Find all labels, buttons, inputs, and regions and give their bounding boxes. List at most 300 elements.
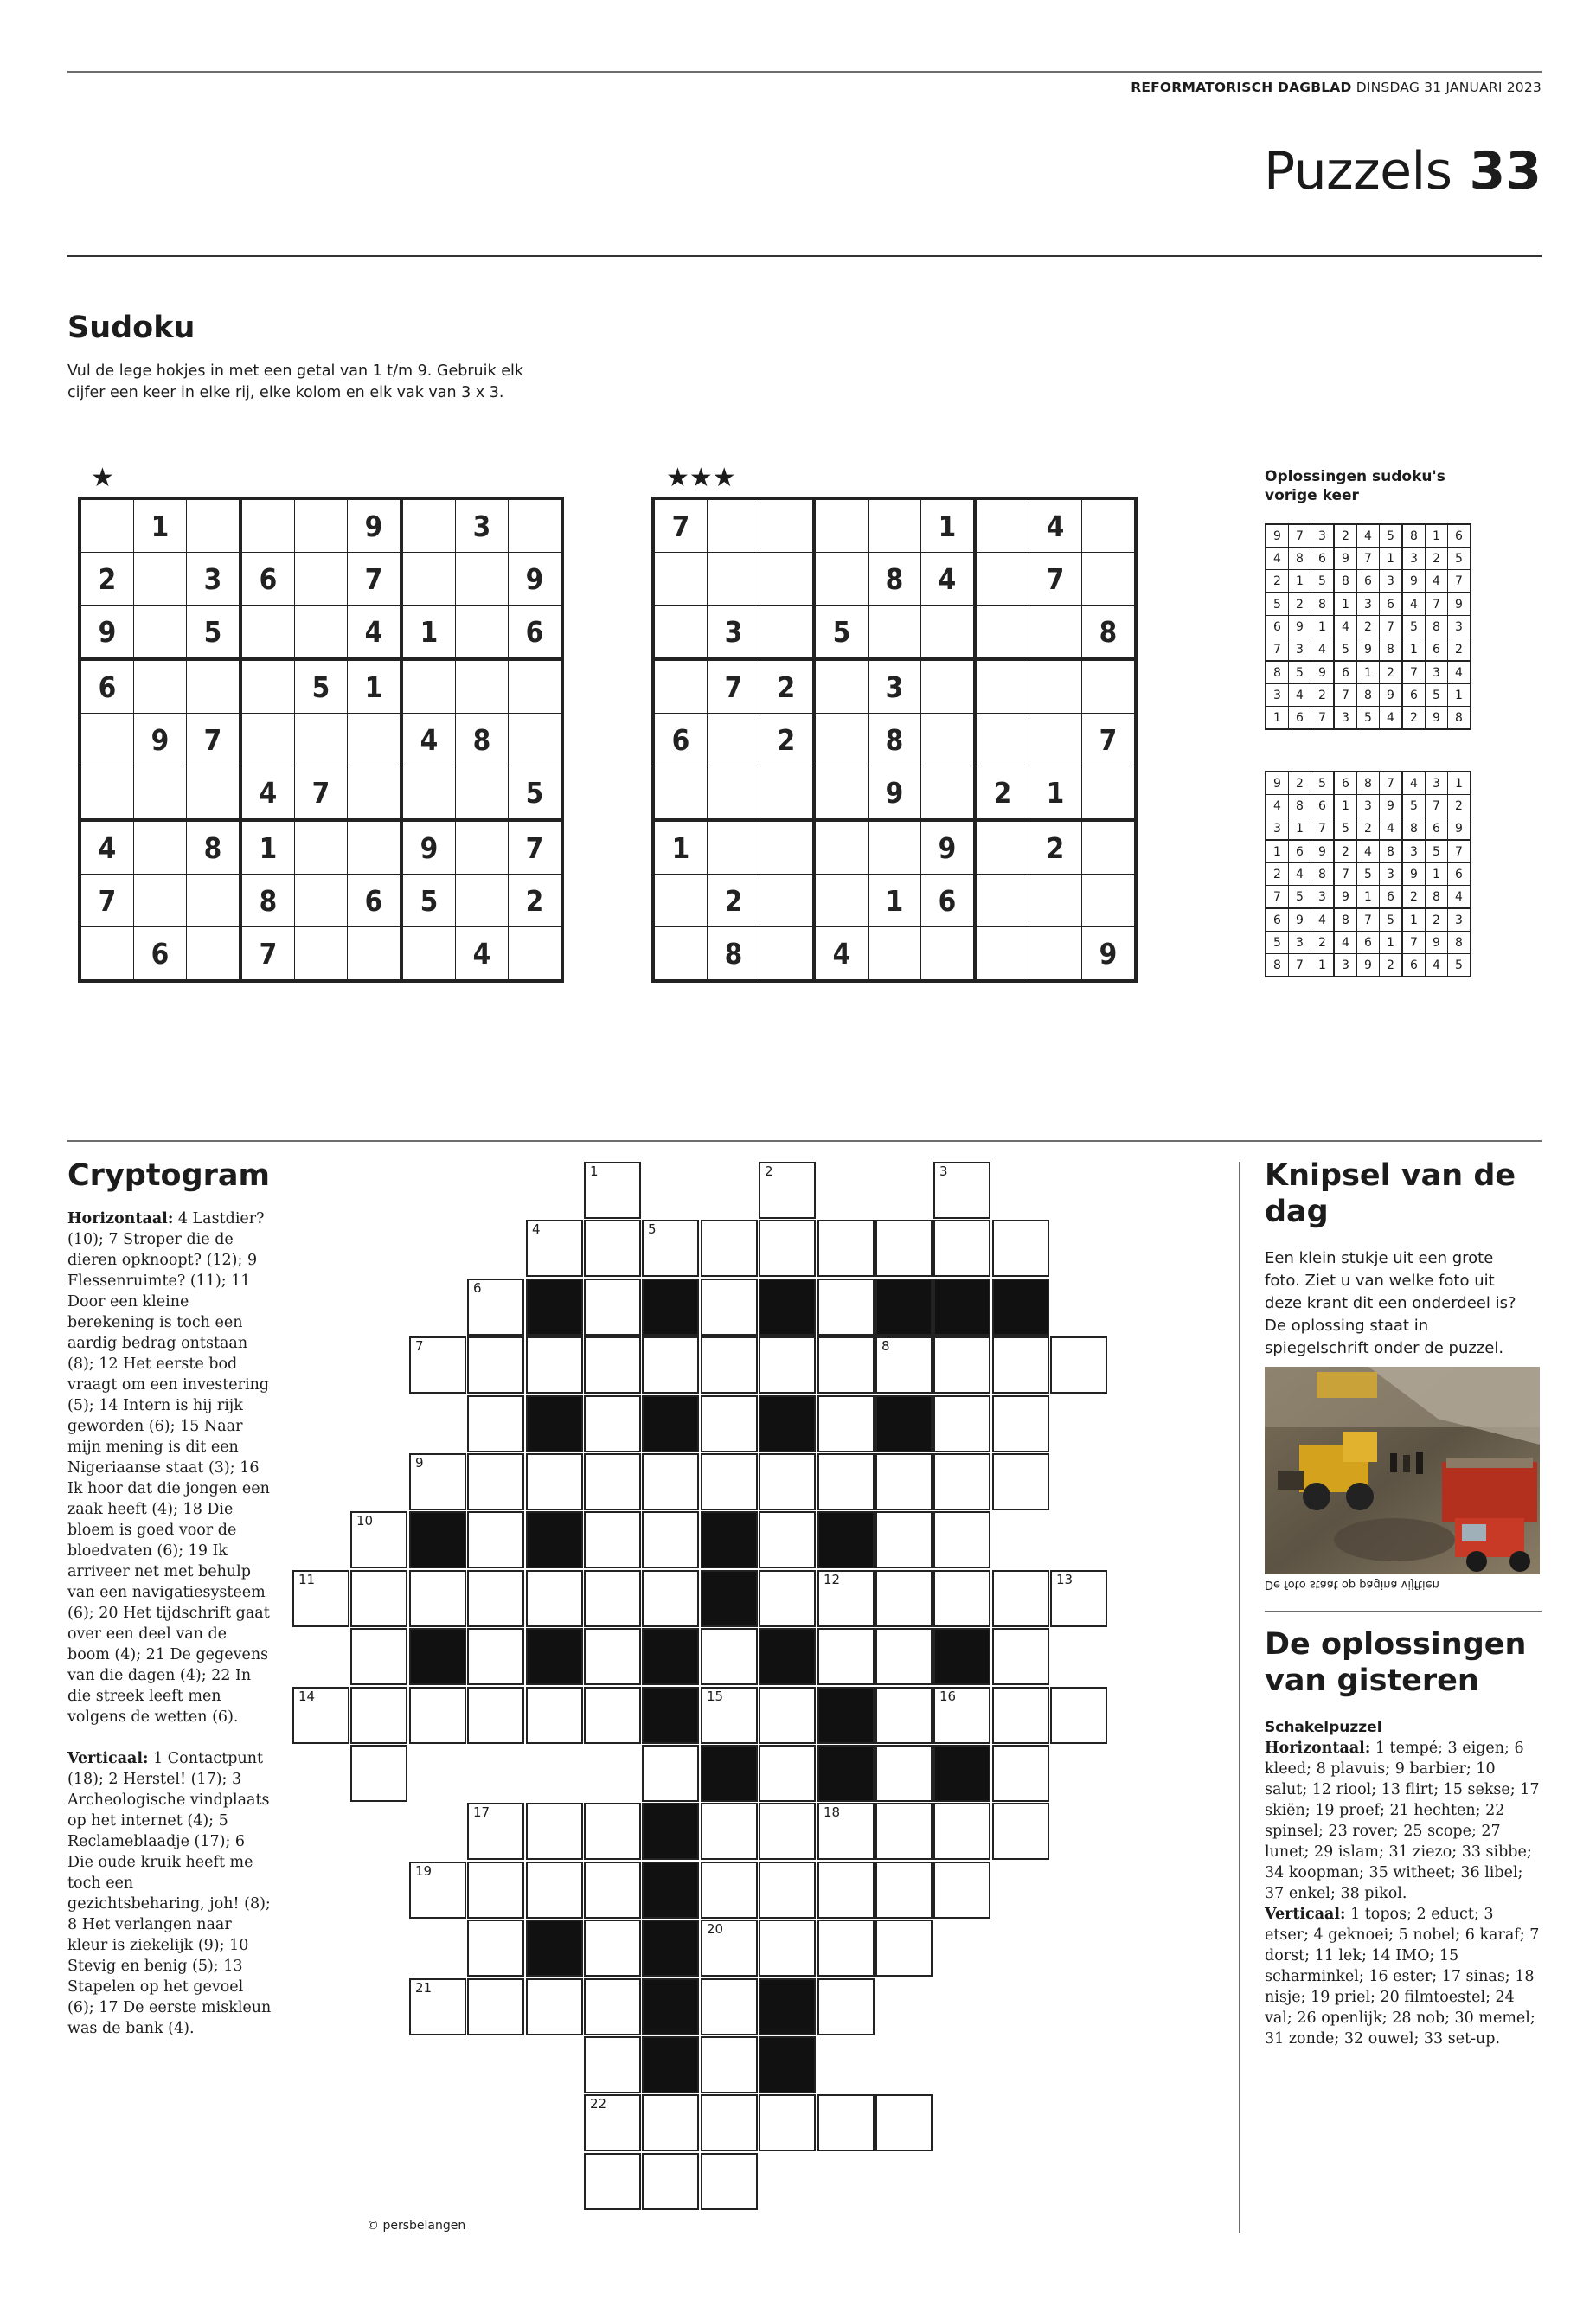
solution-1-cell: 6 [1402, 684, 1426, 707]
sudoku-hard-cell [1082, 875, 1137, 927]
page-number: 33 [1469, 141, 1542, 202]
crossword-cell[interactable] [292, 1687, 349, 1744]
solution-2-cell: 3 [1289, 932, 1311, 954]
crossword-cell[interactable] [467, 1279, 524, 1336]
sudoku-easy-cell: 8 [240, 875, 295, 927]
crossword-cell[interactable] [992, 1803, 1049, 1860]
sudoku-hard-cell [653, 659, 708, 714]
sudoku-hard-cell [760, 606, 815, 660]
solution-2-cell: 9 [1402, 863, 1426, 886]
sudoku-easy-cell [509, 498, 563, 553]
solution-1-cell: 4 [1266, 548, 1289, 570]
crossword-cell[interactable] [933, 1162, 990, 1219]
solution-1-cell: 9 [1334, 548, 1357, 570]
sudoku-easy-cell [456, 875, 509, 927]
crossword-cell[interactable] [584, 1336, 641, 1394]
sudoku-hard-cell [975, 606, 1029, 660]
crossword-cell[interactable] [526, 1570, 583, 1627]
crossword-cell[interactable] [642, 1220, 699, 1277]
solution-2-cell: 6 [1289, 840, 1311, 863]
crossword-cell[interactable] [526, 1687, 583, 1744]
solution-1-cell: 4 [1402, 593, 1426, 616]
solution-1-cell: 8 [1426, 616, 1448, 638]
crossword-cell[interactable] [1050, 1687, 1107, 1744]
sudoku-hard-cell [921, 927, 976, 982]
sudoku-easy-cell [187, 927, 241, 982]
crossword-cell[interactable] [759, 1862, 816, 1919]
clue-number: 12 [824, 1572, 841, 1587]
sudoku-easy-cell [134, 766, 187, 821]
solution-1-cell: 6 [1426, 638, 1448, 662]
crossword-cell[interactable] [467, 1570, 524, 1627]
solutions-title [1265, 1626, 1542, 1699]
crossword-cell[interactable] [409, 1978, 466, 2035]
sudoku-easy-cell [401, 553, 456, 606]
crossword-cell[interactable] [817, 2094, 875, 2151]
solution-1-cell: 5 [1380, 524, 1403, 548]
sudoku-easy-cell [295, 714, 348, 766]
solution-2-cell: 7 [1289, 954, 1311, 977]
clue-number: 16 [939, 1689, 957, 1704]
solution-2-cell: 1 [1357, 886, 1380, 909]
clue-number: 9 [415, 1455, 424, 1471]
sudoku-easy-cell [295, 606, 348, 660]
crossword-cell[interactable] [701, 1687, 758, 1744]
crossword-black-cell [933, 1628, 990, 1685]
solution-2-cell: 4 [1334, 932, 1357, 954]
sudoku-easy-cell [295, 927, 348, 982]
sudoku-hard-cell [760, 766, 815, 821]
crossword-cell[interactable] [817, 1336, 875, 1394]
crossword-cell[interactable] [759, 1453, 816, 1510]
crossword-cell[interactable] [467, 1395, 524, 1452]
crossword-cell[interactable] [1050, 1570, 1107, 1627]
sudoku-hard-cell [921, 714, 976, 766]
crossword-cell[interactable] [933, 1395, 990, 1452]
sudoku-hard-cell [975, 659, 1029, 714]
crossword-cell[interactable] [875, 1511, 933, 1568]
crossword-cell[interactable] [759, 1336, 816, 1394]
sudoku-hard-cell [869, 927, 921, 982]
solution-1-cell: 1 [1448, 684, 1471, 707]
solution-2-cell: 1 [1426, 863, 1448, 886]
crossword-cell[interactable] [817, 1803, 875, 1860]
solution-1-cell: 4 [1448, 661, 1471, 684]
solution-1-cell: 2 [1357, 616, 1380, 638]
crossword-cell[interactable] [467, 1920, 524, 1977]
crossword-cell[interactable] [875, 1803, 933, 1860]
section-label: Puzzels [1264, 141, 1452, 202]
crossword-black-cell [992, 1279, 1049, 1336]
crossword-cell[interactable] [992, 1395, 1049, 1452]
running-head [1131, 80, 1542, 95]
crossword-cell[interactable] [409, 1336, 466, 1394]
knipsel-photo [1265, 1367, 1540, 1574]
crossword-cell[interactable] [584, 1862, 641, 1919]
clue-number: 20 [707, 1921, 724, 1937]
sudoku-easy-cell: 4 [80, 820, 134, 875]
solution-2-cell: 1 [1289, 817, 1311, 841]
sudoku-hard-cell [760, 927, 815, 982]
crossword-cell[interactable] [992, 1628, 1049, 1685]
solutions-horizontal [1265, 1738, 1542, 1904]
crossword-cell[interactable] [584, 2094, 641, 2151]
crossword-cell[interactable] [875, 1570, 933, 1627]
clue-number: 17 [473, 1804, 490, 1820]
solutions-puzzle-name: Schakelpuzzel [1265, 1719, 1382, 1736]
clue-number: 14 [298, 1689, 316, 1704]
crossword-cell[interactable] [584, 1803, 641, 1860]
solution-1-cell: 9 [1448, 593, 1471, 616]
sudoku-hard-cell: 2 [708, 875, 760, 927]
crossword-cell[interactable] [701, 1628, 758, 1685]
solution-1-cell: 1 [1402, 638, 1426, 662]
sudoku-easy-cell [348, 714, 402, 766]
solution-2-cell: 9 [1266, 772, 1289, 795]
sudoku-hard-cell [869, 498, 921, 553]
crossword-cell[interactable] [875, 1453, 933, 1510]
crossword-cell[interactable] [350, 1570, 407, 1627]
crossword-cell[interactable] [759, 1920, 816, 1977]
solutions-title-text: De oplossingen van gisteren [1265, 1627, 1527, 1698]
solution-1-cell: 2 [1426, 548, 1448, 570]
crossword-cell[interactable] [701, 1453, 758, 1510]
solution-2-cell: 3 [1448, 908, 1471, 932]
solution-2-cell: 8 [1334, 908, 1357, 932]
crossword-cell[interactable] [701, 2094, 758, 2151]
sudoku-easy-cell: 5 [401, 875, 456, 927]
vertical-clues [67, 1748, 272, 2039]
sudoku-hard-cell: 5 [814, 606, 869, 660]
crossword-cell[interactable] [933, 1862, 990, 1919]
solution-2-cell: 6 [1266, 908, 1289, 932]
crossword-cell[interactable] [817, 1570, 875, 1627]
crossword-cell[interactable] [409, 1862, 466, 1919]
construction-photo [1265, 1367, 1540, 1574]
clue-number: 10 [356, 1513, 374, 1529]
clue-number: 11 [298, 1572, 316, 1587]
crossword-cell[interactable] [875, 2094, 933, 2151]
sudoku-hard-cell [653, 606, 708, 660]
crossword-cell[interactable] [526, 1220, 583, 1277]
solution-1-cell: 3 [1311, 524, 1335, 548]
crossword-cell[interactable] [409, 1570, 466, 1627]
solutions-label: Oplossingen sudoku's vorige keer [1265, 468, 1445, 504]
solution-2-cell: 1 [1448, 772, 1471, 795]
crossword-cell[interactable] [642, 2094, 699, 2151]
crossword-cell[interactable] [584, 1453, 641, 1510]
solutions-text [1265, 1717, 1542, 2049]
crossword-cell[interactable] [875, 1220, 933, 1277]
crossword-cell[interactable] [584, 1687, 641, 1744]
crossword-cell[interactable] [584, 2153, 641, 2210]
sudoku-hard-cell [975, 875, 1029, 927]
crossword-cell[interactable] [584, 1162, 641, 1219]
crossword-cell[interactable] [933, 1220, 990, 1277]
clue-number: 6 [473, 1280, 482, 1296]
sudoku-hard-cell [814, 498, 869, 553]
crossword-cell[interactable] [350, 1745, 407, 1802]
crossword-cell[interactable] [642, 1453, 699, 1510]
crossword-cell[interactable] [350, 1628, 407, 1685]
sudoku-hard-cell [708, 766, 760, 821]
solution-2-cell: 5 [1334, 817, 1357, 841]
crossword-cell[interactable] [350, 1687, 407, 1744]
crossword-cell[interactable] [467, 1511, 524, 1568]
solution-2-cell: 6 [1380, 886, 1403, 909]
crossword-cell[interactable] [701, 2153, 758, 2210]
sudoku-easy-cell [240, 659, 295, 714]
sudoku-easy-cell: 4 [348, 606, 402, 660]
crossword-cell[interactable] [875, 1336, 933, 1394]
crossword-black-cell [933, 1745, 990, 1802]
sudoku-easy-cell [187, 659, 241, 714]
sudoku-hard-cell [708, 498, 760, 553]
sudoku-hard-cell [975, 714, 1029, 766]
crossword-cell[interactable] [933, 1453, 990, 1510]
crossword-cell[interactable] [467, 1628, 524, 1685]
solution-2-cell: 7 [1380, 772, 1403, 795]
sudoku-hard-cell: 2 [1029, 820, 1082, 875]
sudoku-hard-cell: 2 [760, 659, 815, 714]
sudoku-easy-cell: 9 [401, 820, 456, 875]
sudoku-hard-cell [1082, 820, 1137, 875]
sudoku-hard-cell [814, 820, 869, 875]
solution-1-cell: 3 [1402, 548, 1426, 570]
crossword-cell[interactable] [817, 1920, 875, 1977]
crossword-cell[interactable] [467, 1862, 524, 1919]
crossword-cell[interactable] [701, 1978, 758, 2035]
sudoku-hard-cell [708, 820, 760, 875]
crossword-cell[interactable] [584, 1220, 641, 1277]
crossword-cell[interactable] [933, 1687, 990, 1744]
solution-2-cell: 7 [1402, 932, 1426, 954]
crossword-black-cell [526, 1279, 583, 1336]
sudoku-hard-cell [653, 766, 708, 821]
sudoku-easy-cell: 1 [134, 498, 187, 553]
clue-number: 15 [707, 1689, 724, 1704]
knipsel-rule [1265, 1611, 1542, 1612]
solution-1-cell: 5 [1448, 548, 1471, 570]
sudoku-hard-cell [814, 875, 869, 927]
solution-2-cell: 2 [1402, 886, 1426, 909]
sudoku-hard-cell [975, 927, 1029, 982]
sudoku-hard-cell: 1 [921, 498, 976, 553]
crossword-cell[interactable] [992, 1570, 1049, 1627]
crossword-cell[interactable] [759, 1745, 816, 1802]
crossword-cell[interactable] [759, 1803, 816, 1860]
sudoku-easy-cell [80, 498, 134, 553]
solution-1-cell: 2 [1334, 524, 1357, 548]
crossword-cell[interactable] [817, 1862, 875, 1919]
sudoku-easy-cell [401, 766, 456, 821]
solution-1-cell: 3 [1448, 616, 1471, 638]
solution-2-cell: 9 [1289, 908, 1311, 932]
solution-1-cell: 4 [1311, 638, 1335, 662]
solution-1-cell: 7 [1380, 616, 1403, 638]
crossword-cell[interactable] [875, 1862, 933, 1919]
solution-2-cell: 4 [1426, 954, 1448, 977]
newspaper-name: REFORMATORISCH DAGBLAD [1131, 80, 1352, 95]
vertical-clue-text: 1 Contactpunt (18); 2 Herstel! (17); 3 Archeologische vindplaats op het internet (4); 5 Reclameblaadje (17); 6 Die oude kruik heeft me toch een gezichtsbeharing, joh! (8); 8 Het verlangen naar kleur is ziekelijk (9); 10 Stevig en benig (5); 13 Stapelen op het gevoel (6); 17 De eerste miskleun was de bank (4). [67, 1750, 272, 2037]
crossword-cell[interactable] [759, 1511, 816, 1568]
crossword-cell[interactable] [526, 1978, 583, 2035]
crossword-cell[interactable] [642, 1745, 699, 1802]
solution-1-cell: 8 [1334, 570, 1357, 593]
sudoku-hard-cell [921, 766, 976, 821]
crossword-black-cell [933, 1279, 990, 1336]
crossword-cell[interactable] [817, 1220, 875, 1277]
crossword-cell[interactable] [584, 1978, 641, 2035]
crossword-cell[interactable] [701, 1279, 758, 1336]
crossword-black-cell [875, 1279, 933, 1336]
sudoku-easy-cell [295, 498, 348, 553]
solution-2-cell: 9 [1357, 954, 1380, 977]
crossword-cell[interactable] [467, 1336, 524, 1394]
crossword-cell[interactable] [992, 1453, 1049, 1510]
crossword-cell[interactable] [933, 1336, 990, 1394]
header-rule [67, 255, 1542, 257]
sudoku-hard-cell [921, 606, 976, 660]
crossword-cell[interactable] [759, 1687, 816, 1744]
solution-2-cell: 7 [1448, 840, 1471, 863]
crossword-cell[interactable] [701, 1920, 758, 1977]
crossword-cell[interactable] [584, 1920, 641, 1977]
crossword-black-cell [817, 1745, 875, 1802]
crossword-cell[interactable] [701, 1220, 758, 1277]
crossword-cell[interactable] [584, 1511, 641, 1568]
solution-2-cell: 2 [1426, 908, 1448, 932]
crossword-cell[interactable] [350, 1511, 407, 1568]
crossword-black-cell [642, 1279, 699, 1336]
sudoku-easy-cell: 9 [134, 714, 187, 766]
crossword-cell[interactable] [467, 1453, 524, 1510]
crossword-cell[interactable] [584, 1628, 641, 1685]
solution-1-cell: 4 [1357, 524, 1380, 548]
sudoku-easy-cell [509, 927, 563, 982]
solution-1-cell: 2 [1380, 661, 1403, 684]
sudoku-hard-cell [653, 927, 708, 982]
crossword-cell[interactable] [933, 1803, 990, 1860]
crossword-cell[interactable] [701, 1862, 758, 1919]
crossword-cell[interactable] [701, 1803, 758, 1860]
solution-2-cell: 4 [1448, 886, 1471, 909]
crossword-cell[interactable] [584, 1395, 641, 1452]
crossword-cell[interactable] [701, 2036, 758, 2093]
crossword-cell[interactable] [817, 1453, 875, 1510]
sudoku-hard-cell: 8 [869, 714, 921, 766]
crossword-cell[interactable] [1050, 1336, 1107, 1394]
crossword-cell[interactable] [409, 1687, 466, 1744]
solution-1-cell: 6 [1311, 548, 1335, 570]
crossword-cell[interactable] [759, 1220, 816, 1277]
sudoku-easy-cell [456, 820, 509, 875]
crossword-cell[interactable] [292, 1570, 349, 1627]
solution-1-cell: 5 [1266, 593, 1289, 616]
crossword-cell[interactable] [992, 1220, 1049, 1277]
crossword-cell[interactable] [759, 1162, 816, 1219]
crossword-cell[interactable] [584, 2036, 641, 2093]
issue-date: DINSDAG 31 JANUARI 2023 [1356, 80, 1542, 95]
crossword-cell[interactable] [817, 1978, 875, 2035]
crossword-cell[interactable] [701, 1395, 758, 1452]
solution-2-cell: 4 [1311, 908, 1335, 932]
sudoku-easy-cell [295, 553, 348, 606]
solution-1-cell: 9 [1380, 684, 1403, 707]
sudoku-hard-cell [1082, 766, 1137, 821]
crossword-black-cell [701, 1570, 758, 1627]
solution-1-cell: 5 [1402, 616, 1426, 638]
solution-2-cell: 5 [1289, 886, 1311, 909]
crossword-cell[interactable] [875, 1687, 933, 1744]
crossword-cell[interactable] [584, 1570, 641, 1627]
sudoku-hard-cell [1029, 659, 1082, 714]
crossword-cell[interactable] [933, 1570, 990, 1627]
solution-2-cell: 9 [1311, 840, 1335, 863]
crossword-cell[interactable] [992, 1336, 1049, 1394]
clue-number: 18 [824, 1804, 841, 1820]
solution-1-cell: 8 [1448, 707, 1471, 730]
crossword-cell[interactable] [409, 1453, 466, 1510]
crossword-cell[interactable] [933, 1511, 990, 1568]
crossword-cell[interactable] [642, 1570, 699, 1627]
solution-1-cell: 9 [1357, 638, 1380, 662]
solution-1-cell: 8 [1289, 548, 1311, 570]
crossword-cell[interactable] [992, 1745, 1049, 1802]
crossword-cell[interactable] [526, 1453, 583, 1510]
sudoku-easy-cell: 8 [456, 714, 509, 766]
crossword-cell[interactable] [642, 1511, 699, 1568]
crossword-cell[interactable] [467, 1687, 524, 1744]
sudoku-hard-cell [1029, 714, 1082, 766]
crossword-cell[interactable] [526, 1862, 583, 1919]
solution-2-cell: 8 [1380, 840, 1403, 863]
crossword-cell[interactable] [992, 1687, 1049, 1744]
crossword-cell[interactable] [817, 1395, 875, 1452]
crossword-cell[interactable] [642, 1336, 699, 1394]
sudoku-easy-cell [509, 659, 563, 714]
sudoku-hard-cell [975, 498, 1029, 553]
solution-1-cell: 7 [1311, 707, 1335, 730]
crossword-cell[interactable] [817, 1628, 875, 1685]
crossword-cell[interactable] [526, 1803, 583, 1860]
solution-1-cell: 3 [1426, 661, 1448, 684]
crossword-cell[interactable] [875, 1628, 933, 1685]
solution-1-cell: 6 [1334, 661, 1357, 684]
solutions-horizontal-text: 1 tempé; 3 eigen; 6 kleed; 8 plavuis; 9 barbier; 10 salut; 12 riool; 13 flirt; 15 sekse; 17 skiën; 19 proef; 21 hechten; 22 spinsel; 23 rover; 25 scope; 27 lunet; 29 islam; 31 ziezo; 33 sibbe; 34 koopman; 35 witheet; 36 libel; 37 enkel; 38 pikol. [1265, 1740, 1540, 1902]
crossword-cell[interactable] [875, 1920, 933, 1977]
sudoku-easy-cell [240, 714, 295, 766]
crossword-cell[interactable] [759, 1570, 816, 1627]
solutions-vertical-text: 1 topos; 2 educt; 3 etser; 4 geknoei; 5 nobel; 6 karaf; 7 dorst; 11 lek; 14 IMO; 15 scharminkel; 16 ester; 17 sinas; 18 nisje; 19 priel; 20 filmtoestel; 24 val; 26 openlijk; 28 nob; 30 memel; 31 zonde; 32 ouwel; 33 set-up. [1265, 1906, 1540, 2048]
crossword-black-cell [526, 1628, 583, 1685]
crossword-black-cell [642, 1628, 699, 1685]
sudoku-hard-cell: 7 [653, 498, 708, 553]
sudoku-hard-cell: 6 [921, 875, 976, 927]
crossword-cell[interactable] [701, 1336, 758, 1394]
crossword-cell[interactable] [526, 1336, 583, 1394]
solution-2-cell: 7 [1426, 795, 1448, 817]
sudoku-easy-cell [348, 927, 402, 982]
crossword-cell[interactable] [467, 1978, 524, 2035]
crossword-cell[interactable] [642, 2153, 699, 2210]
solution-1-cell: 1 [1380, 548, 1403, 570]
crossword-cell[interactable] [584, 1279, 641, 1336]
crossword-cell[interactable] [467, 1803, 524, 1860]
crossword-cell[interactable] [759, 2094, 816, 2151]
crossword-cell[interactable] [817, 1279, 875, 1336]
crossword-cell[interactable] [875, 1745, 933, 1802]
